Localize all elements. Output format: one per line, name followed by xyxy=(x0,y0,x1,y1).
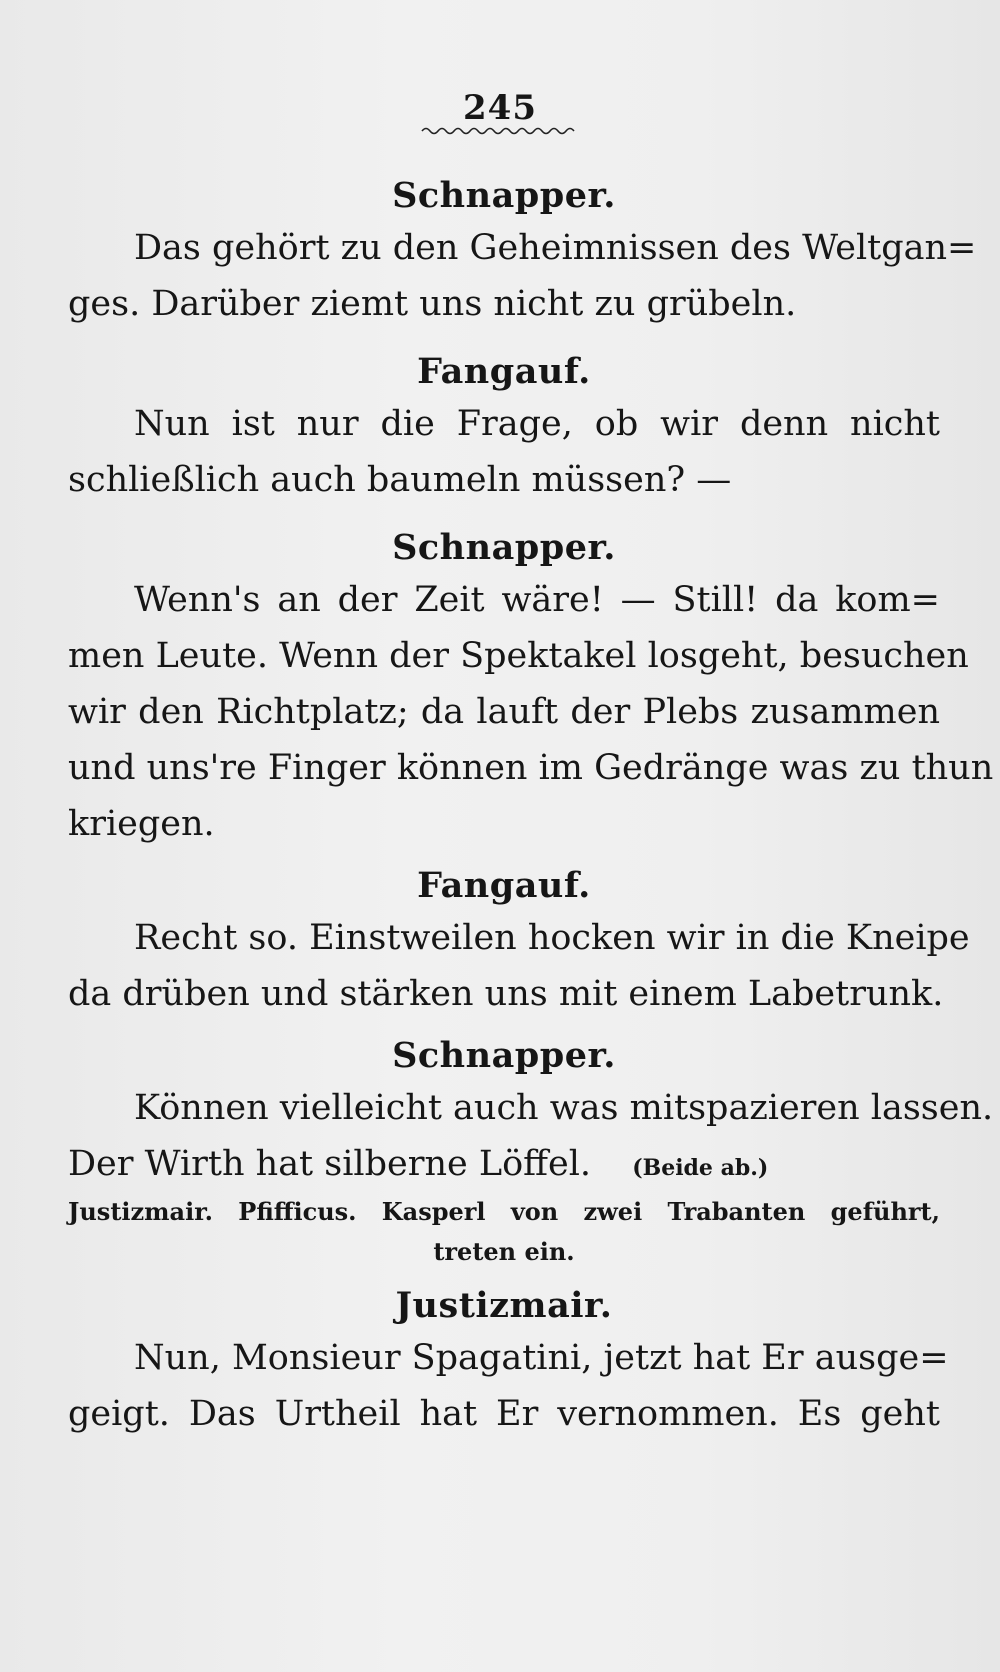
text-line: schließlich auch baumeln müssen? — xyxy=(68,460,732,500)
text-line: Das gehört zu den Geheimnissen des Weltgan= xyxy=(134,228,977,268)
play-text xyxy=(68,172,994,1442)
text-line-content: Der Wirth hat silberne Löffel. xyxy=(68,1144,592,1184)
stage-direction: Justizmair. Pfifficus. Kasperl von zwei Trabanten geführt, xyxy=(68,1197,940,1226)
text-line: ges. Darüber ziemt uns nicht zu grübeln. xyxy=(68,284,797,324)
text-line: da drüben und stärken uns mit einem Labetrunk. xyxy=(68,974,944,1014)
text-line: und uns're Finger können im Gedränge was zu thun xyxy=(68,748,994,788)
text-line: men Leute. Wenn der Spektakel losgeht, besuchen xyxy=(68,636,969,676)
text-line: Nun ist nur die Frage, ob wir denn nicht xyxy=(134,404,940,444)
text-line: kriegen. xyxy=(68,804,215,844)
speaker-name: Justizmair. xyxy=(395,1285,613,1326)
text-line: Wenn's an der Zeit wäre! — Still! da kom= xyxy=(134,580,940,620)
speaker-name: Schnapper. xyxy=(392,527,616,568)
stage-direction: treten ein. xyxy=(433,1237,575,1266)
stage-direction-inline: (Beide ab.) xyxy=(632,1155,769,1181)
text-line: Nun, Monsieur Spagatini, jetzt hat Er ausge= xyxy=(134,1338,949,1378)
text-line: Können vielleicht auch was mitspazieren lassen. xyxy=(134,1088,994,1128)
speaker-name: Schnapper. xyxy=(392,1035,616,1076)
speaker-name: Schnapper. xyxy=(392,175,616,216)
wavy-rule-ornament xyxy=(420,124,580,138)
text-line: geigt. Das Urtheil hat Er vernommen. Es geht xyxy=(68,1394,940,1434)
speaker-name: Fangauf. xyxy=(417,865,591,906)
text-line: Recht so. Einstweilen hocken wir in die Kneipe xyxy=(134,918,970,958)
text-line: wir den Richtplatz; da lauft der Plebs zusammen xyxy=(68,692,940,732)
text-line xyxy=(68,1136,940,1192)
speaker-name: Fangauf. xyxy=(417,351,591,392)
page-number: 245 xyxy=(463,88,537,128)
